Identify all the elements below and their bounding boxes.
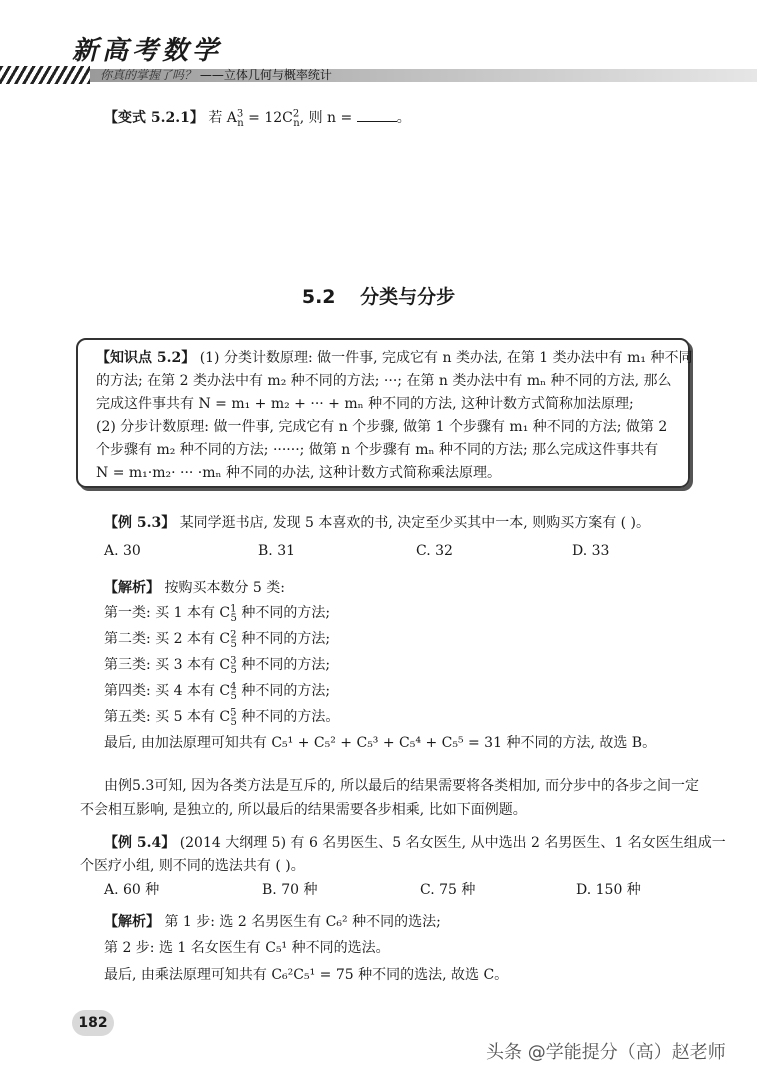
case-line: 第三类: 买 3 本有 $C^3_5$ 种不同的方法; xyxy=(104,655,331,676)
example-5-3-question: 【例 5.3】 某同学逛书店, 发现 5 本喜欢的书, 决定至少买其中一本, 则购买方案有 ( )。 xyxy=(104,515,651,531)
knowledge-line-5: 个步骤有 m₂ 种不同的方法; ······; 做第 n 个步骤有 mₙ 种不同的方法; 那么完成这件事共有 xyxy=(96,442,659,458)
example-5-4-tag: 【例 5.4】 xyxy=(104,835,176,851)
header-stripes xyxy=(0,66,90,84)
option-a[interactable]: A. 30 xyxy=(104,543,141,559)
case-line: 第二类: 买 2 本有 $C^2_5$ 种不同的方法; xyxy=(104,629,331,650)
header-subtitle-text: ——立体几何与概率统计 xyxy=(199,68,332,82)
knowledge-line-3: 完成这件事共有 N = m₁ + m₂ + ··· + mₙ 种不同的方法, 这种计数方式简称加法原理; xyxy=(96,396,634,412)
analysis-5-4-conclusion: 最后, 由乘法原理可知共有 C₆²C₅¹ = 75 种不同的选法, 故选 C。 xyxy=(104,967,509,983)
example-5-4-question-cont: 个医疗小组, 则不同的选法共有 ( )。 xyxy=(80,858,305,874)
section-name: 分类与分步 xyxy=(360,286,456,308)
knowledge-line-6: N = m₁·m₂· ··· ·mₙ 种不同的办法, 这种计数方式简称乘法原理。 xyxy=(96,465,501,481)
example-5-4-question: 【例 5.4】 (2014 大纲理 5) 有 6 名男医生、5 名女医生, 从中选出 2 名男医生、1 名女医生组成一 xyxy=(104,835,726,851)
watermark: 头条 @学能提分（高）赵老师 xyxy=(486,1042,726,1063)
analysis-5-4-step1: 【解析】 第 1 步: 选 2 名男医生有 C₆² 种不同的选法; xyxy=(104,914,441,930)
header-subtitle xyxy=(100,66,332,83)
case-line: 第一类: 买 1 本有 $C^1_5$ 种不同的方法; xyxy=(104,603,331,624)
analysis-tag: 【解析】 xyxy=(104,914,160,930)
book-title: 新高考数学 xyxy=(72,36,223,66)
option-c[interactable]: C. 32 xyxy=(416,543,453,559)
variant-tag: 【变式 5.2.1】 xyxy=(104,110,204,126)
variant-exercise: 【变式 5.2.1】 若 $A^3_n = 12C^2_n$, 则 n = 。 xyxy=(104,108,411,129)
option-d[interactable]: D. 33 xyxy=(572,543,610,559)
option-c[interactable]: C. 75 种 xyxy=(420,882,476,898)
analysis-tag: 【解析】 xyxy=(104,580,160,596)
knowledge-tag: 【知识点 5.2】 xyxy=(96,350,196,366)
knowledge-line-1: 【知识点 5.2】 (1) 分类计数原理: 做一件事, 完成它有 n 类办法, 在第 1 类办法中有 m₁ 种不同 xyxy=(96,350,693,366)
analysis-5-3-intro: 【解析】 按购买本数分 5 类: xyxy=(104,580,285,596)
section-number: 5.2 xyxy=(301,286,336,308)
option-b[interactable]: B. 31 xyxy=(258,543,296,559)
knowledge-line-2: 的方法; 在第 2 类办法中有 m₂ 种不同的方法; ···; 在第 n 类办法中有 mₙ 种不同的方法, 那么 xyxy=(96,373,672,389)
transition-line-1: 由例5.3可知, 因为各类方法是互斥的, 所以最后的结果需要将各类相加, 而分步中的各步之间一定 xyxy=(104,778,699,794)
section-title xyxy=(0,282,757,309)
knowledge-line-4: (2) 分步计数原理: 做一件事, 完成它有 n 个步骤, 做第 1 个步骤有 m₁ 种不同的方法; 做第 2 xyxy=(96,419,668,435)
case-line: 第四类: 买 4 本有 $C^4_5$ 种不同的方法; xyxy=(104,681,331,702)
page-number: 182 xyxy=(72,1010,114,1036)
transition-line-2: 不会相互影响, 是独立的, 所以最后的结果需要各步相乘, 比如下面例题。 xyxy=(80,802,527,818)
analysis-5-4-step2: 第 2 步: 选 1 名女医生有 C₅¹ 种不同的选法。 xyxy=(104,940,390,956)
example-5-3-tag: 【例 5.3】 xyxy=(104,515,176,531)
header-band xyxy=(0,66,757,84)
header-subtitle-hand: 你真的掌握了吗？ xyxy=(100,68,197,82)
case-line: 第五类: 买 5 本有 $C^5_5$ 种不同的方法。 xyxy=(104,707,340,728)
analysis-5-3-conclusion: 最后, 由加法原理可知共有 C₅¹ + C₅² + C₅³ + C₅⁴ + C₅⁵ = 31 种不同的方法, 故选 B。 xyxy=(104,735,657,751)
option-d[interactable]: D. 150 种 xyxy=(576,882,641,898)
option-a[interactable]: A. 60 种 xyxy=(104,882,160,898)
option-b[interactable]: B. 70 种 xyxy=(262,882,318,898)
answer-blank[interactable] xyxy=(357,121,397,122)
